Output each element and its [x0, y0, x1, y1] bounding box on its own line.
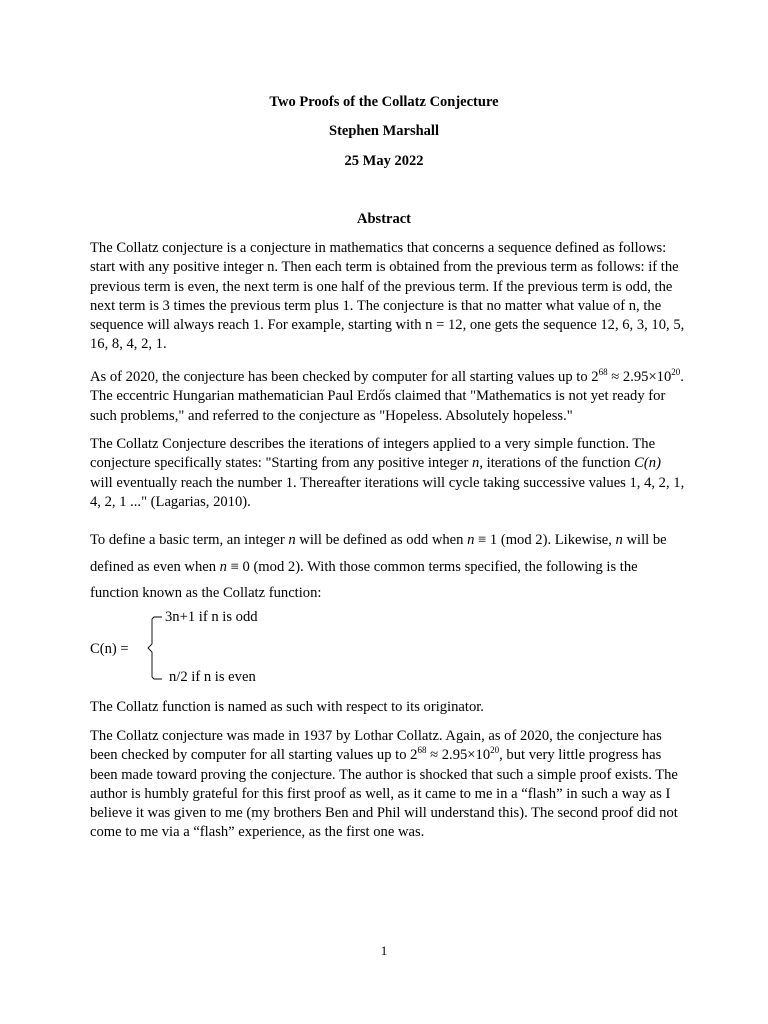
- paper-date: 25 May 2022: [344, 153, 424, 169]
- collatz-function-definition: [90, 606, 490, 696]
- p4-text-e: ≡ 0 (mod 2). With those common terms specified, the following is the function known as the Collatz function:: [90, 558, 638, 601]
- paragraph-intro-text: The Collatz conjecture is a conjecture in mathematics that concerns a sequence defined as follows: start with any positive integer n. Then each term is obtained from the previous term as follows: if the previous term is even, the next term is one half of the previous term. If the previous term is odd, the next term is 3 times the previous term plus 1. The conjecture is that no matter what value of n, the sequence will always reach 1. For example, starting with n = 12, one gets the sequence 12, 6, 3, 10, 5, 16, 8, 4, 2, 1.: [90, 240, 685, 353]
- author-name: Stephen Marshall: [329, 123, 439, 139]
- p4-var-n2: n: [467, 532, 475, 548]
- p6-exponent-2: 20: [490, 745, 500, 756]
- p4-text-c: ≡ 1 (mod 2). Likewise,: [474, 532, 616, 548]
- p3-var-n: n: [472, 455, 480, 472]
- paragraph-2020-check: [90, 368, 686, 426]
- p2-text-a: As of 2020, the conjecture has been checked by computer for all starting values up to 2: [90, 369, 599, 385]
- p6-text-b: ≈ 2.95×10: [426, 747, 491, 764]
- p4-var-n3: n: [615, 532, 623, 548]
- case-odd: 3n+1 if n is odd: [165, 609, 258, 625]
- p2-text-b: ≈ 2.95×10: [607, 369, 672, 385]
- p6-text-a: The Collatz conjecture was made in 1937 by Lothar Collatz. Again, as of 2020, the conjecture has been checked by computer for all starting values up to 2: [90, 728, 662, 764]
- p3-func-cn: C(n): [634, 455, 661, 472]
- p3-text-c: will eventually reach the number 1. Thereafter iterations will cycle taking successive values 1, 4, 2, 1, 4, 2, 1 ..." (Lagarias, 2010).: [90, 474, 685, 510]
- p4-text-b: will be defined as odd when: [295, 532, 468, 548]
- abstract-heading: Abstract: [357, 211, 411, 227]
- p4-text-d: will be defined as even when: [90, 532, 667, 575]
- paragraph-history: [90, 727, 686, 843]
- p3-text-b: , iterations of the function: [479, 455, 635, 472]
- paper-title: Two Proofs of the Collatz Conjecture: [269, 94, 499, 110]
- p6-text-c: , but very little progress has been made toward proving the conjecture. The author is shocked that such a simple proof exists. The author is humbly grateful for this first proof as well, as it came to me in a “flash” in such a way as I believe it was given to me (my brothers Ben and Phil will understand this). The second proof did not come to me via a “flash” experience, as the first one was.: [90, 747, 678, 841]
- paragraph-originator-text: The Collatz function is named as such with respect to its originator.: [90, 699, 484, 715]
- function-lhs: C(n) =: [90, 641, 129, 657]
- p2-exponent-1: 68: [598, 367, 608, 378]
- p2-exponent-2: 20: [671, 367, 681, 378]
- p6-exponent-1: 68: [417, 745, 427, 756]
- p4-text-a: To define a basic term, an integer: [90, 532, 289, 548]
- paragraph-originator: [90, 698, 686, 717]
- p4-var-n4: n: [219, 558, 227, 575]
- paragraph-definitions: [90, 527, 686, 607]
- p3-text-a: The Collatz Conjecture describes the iterations of integers applied to a very simple function. The conjecture specifically states: "Starting from any positive integer: [90, 436, 656, 472]
- paragraph-intro: [90, 239, 686, 355]
- paragraph-conjecture-statement: [90, 435, 686, 512]
- p4-var-n1: n: [288, 532, 296, 548]
- page-number: 1: [380, 943, 388, 958]
- p2-text-c: . The eccentric Hungarian mathematician Paul Erdős claimed that "Mathematics is not yet ready for such problems," and referred to the conjecture as "Hopeless. Absolutely hopeless.": [90, 369, 684, 424]
- case-even: n/2 if n is even: [169, 669, 256, 685]
